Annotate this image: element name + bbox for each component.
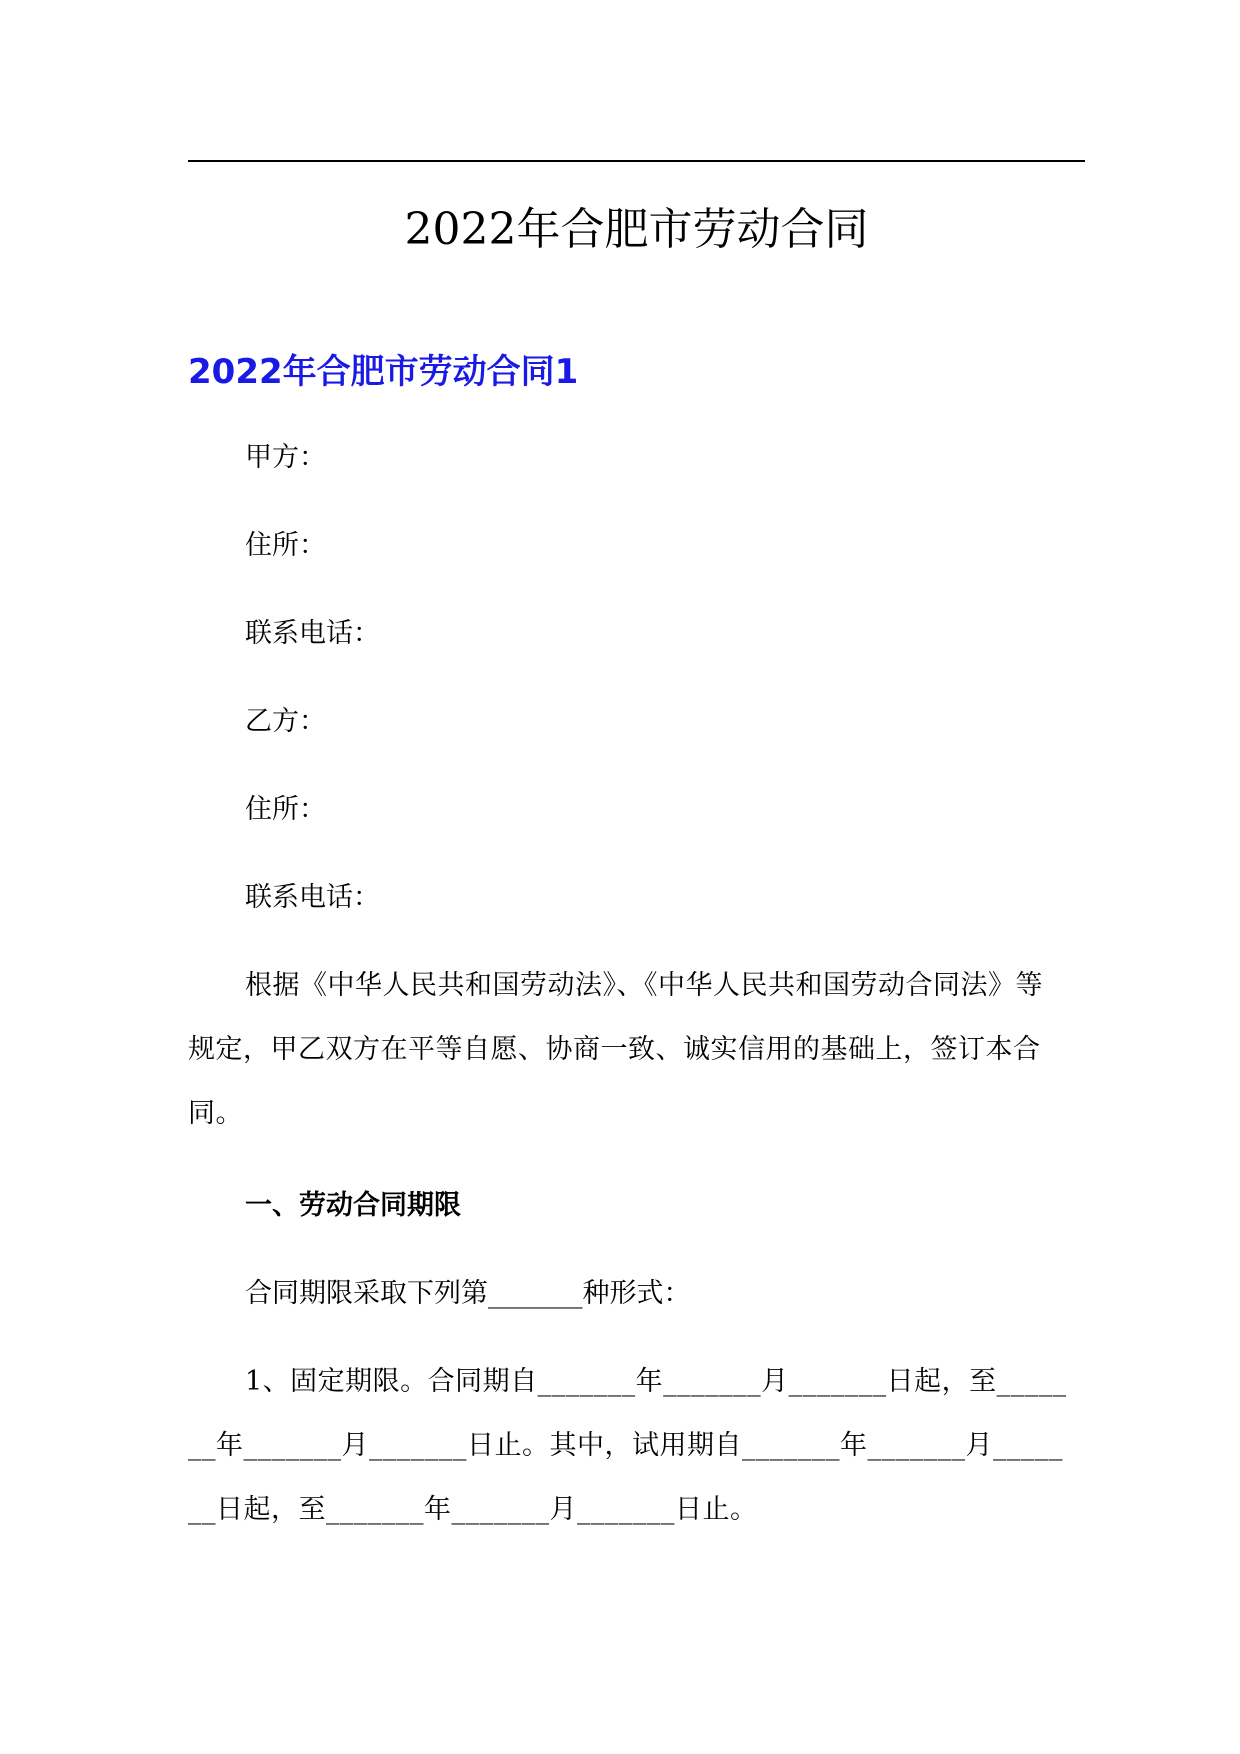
preamble-paragraph: 根据《中华人民共和国劳动法》、《中华人民共和国劳动合同法》等规定，甲乙双方在平等自愿、协商一致、诚实信用的基础上，签订本合同。 [188,970,1043,1129]
party-a-address-label: 住所： [245,530,326,561]
party-b-label: 乙方： [245,706,326,737]
party-b-address-label: 住所： [245,794,326,825]
document-title: 2022年合肥市劳动合同 [404,204,869,255]
party-a-label: 甲方： [245,442,326,473]
header-rule [188,160,1085,162]
party-b-phone-label: 联系电话： [245,882,380,913]
clause-1-heading: 一、劳动合同期限 [245,1190,461,1221]
clause-1-intro: 合同期限采取下列第_______种形式： [245,1278,691,1309]
party-a-phone-label: 联系电话： [245,618,380,649]
section-heading: 2022年合肥市劳动合同1 [188,352,579,392]
clause-1-item-1: 1、固定期限。合同期自_______年_______月_______日起，至_______年_______月_______日止。其中，试用期自_______年_______月_______日起，至_______年_______月_______日止。 [188,1366,1067,1525]
